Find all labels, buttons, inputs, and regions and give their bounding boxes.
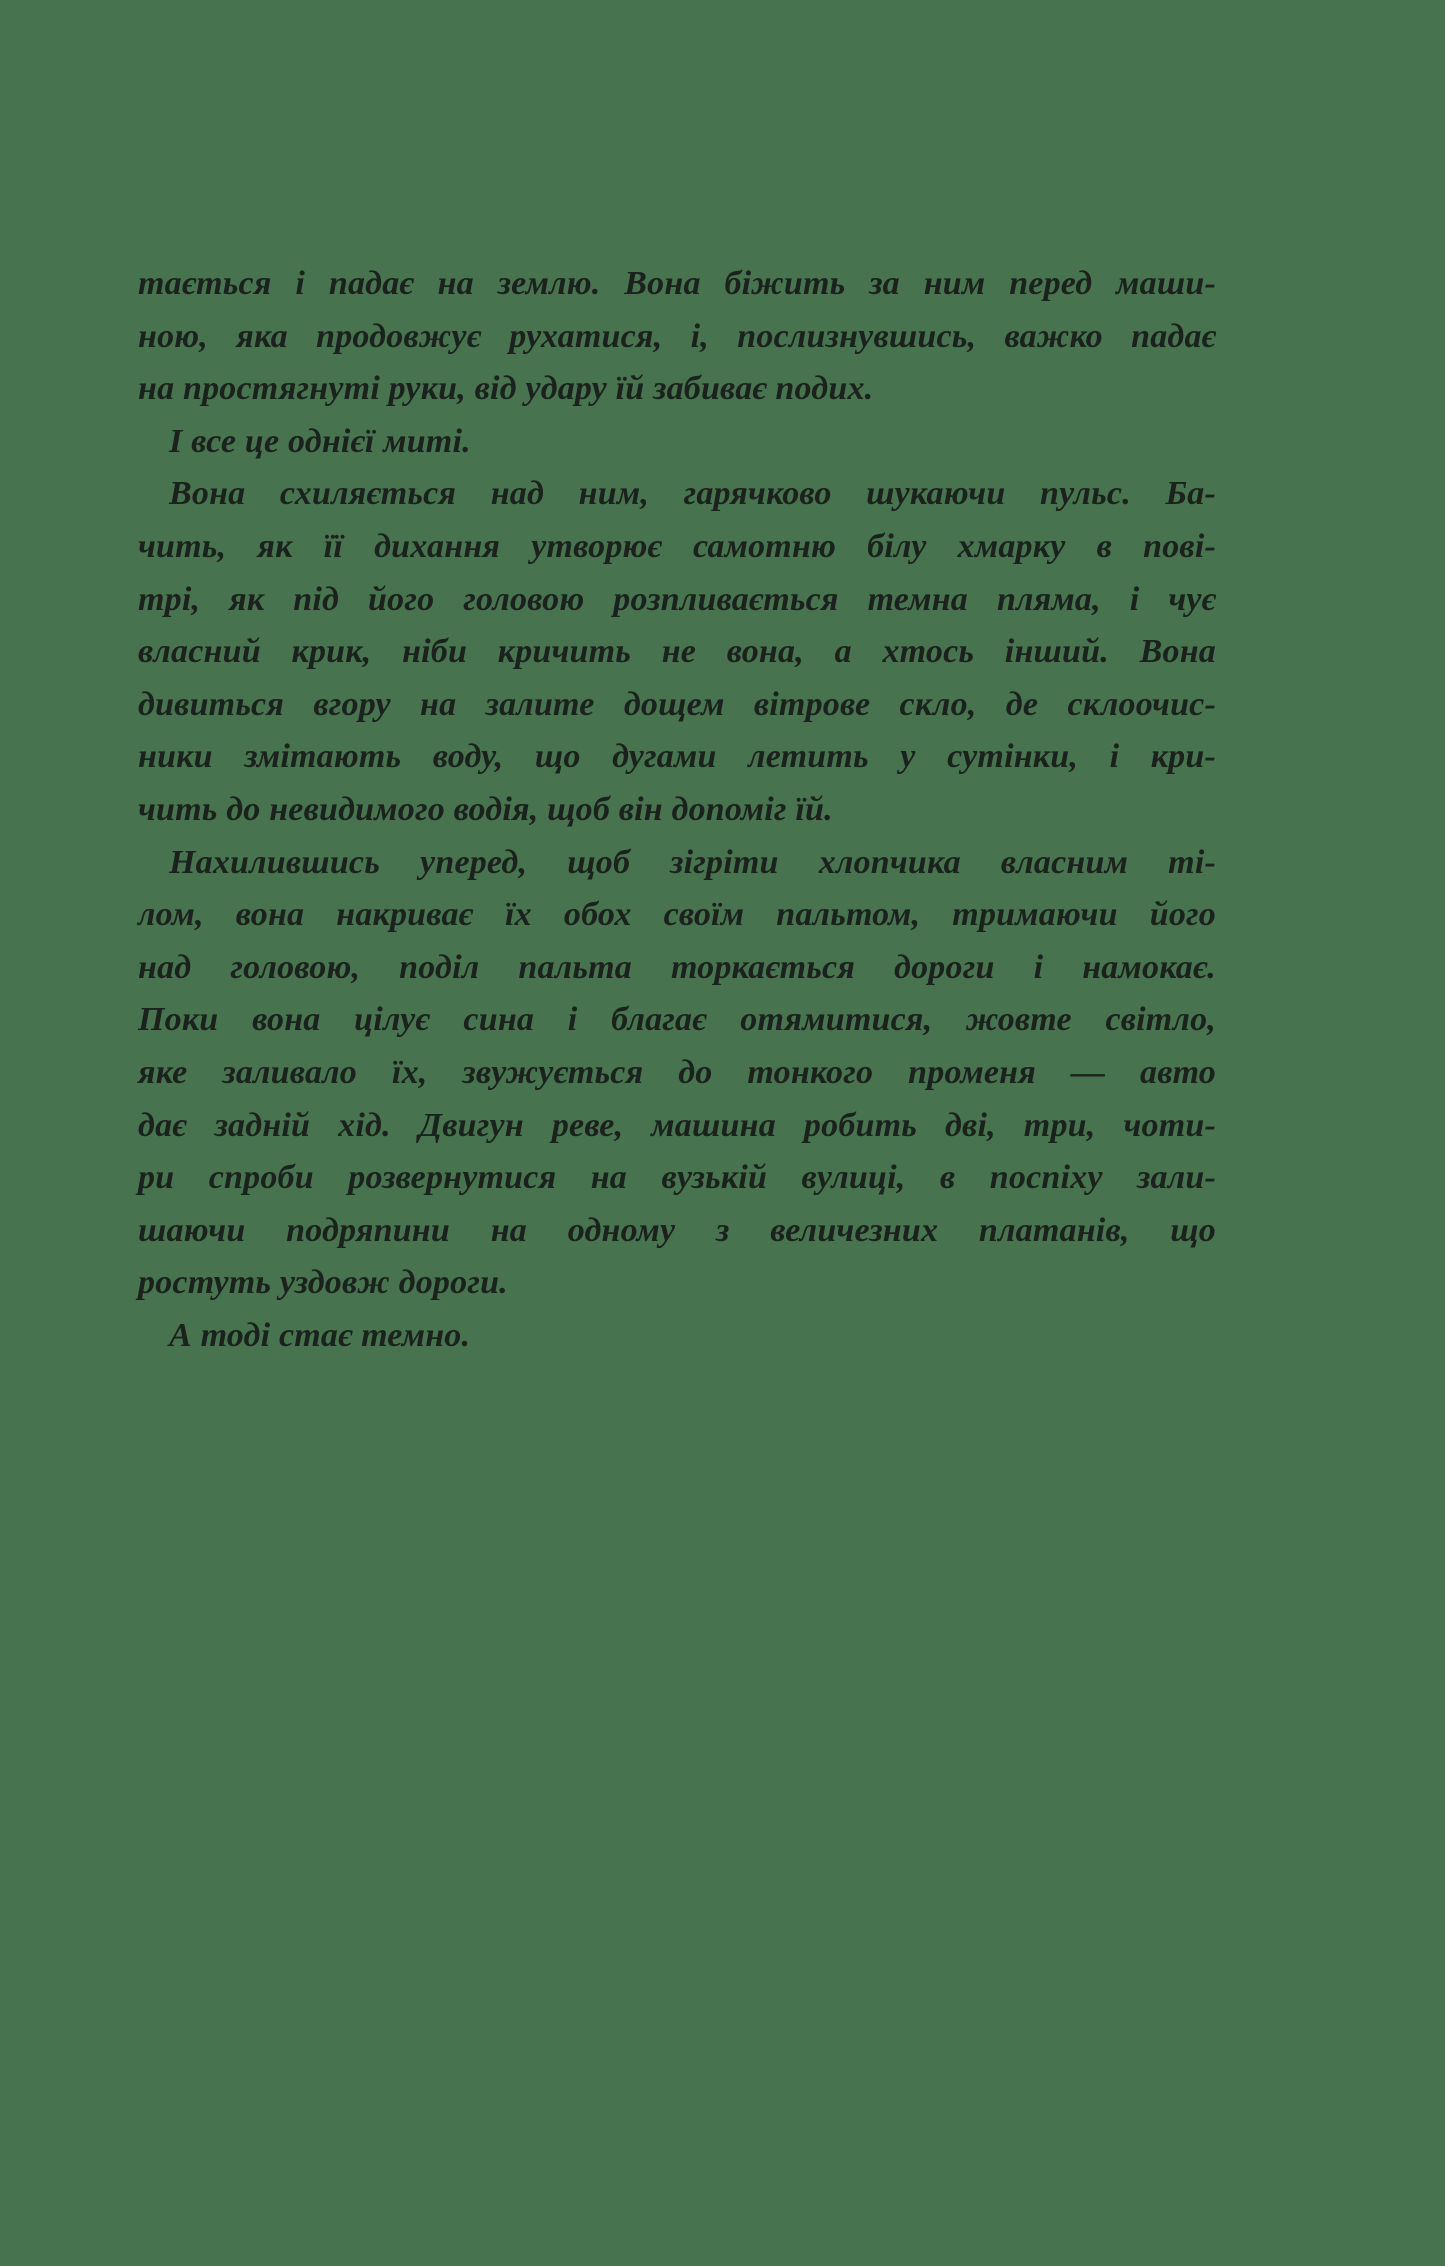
text-line: тається і падає на землю. Вона біжить за ним перед маши- <box>138 265 1216 302</box>
text-line: Вона схиляється над ним, гарячково шукаючи пульс. Ба- <box>169 475 1216 513</box>
book-page-text-block <box>138 258 1216 1362</box>
paragraph <box>138 416 1216 469</box>
text-line: над головою, поділ пальта торкається дороги і намокає. <box>138 948 1216 986</box>
text-line: Поки вона цілує сина і благає отямитися, жовте світло, <box>138 1001 1216 1039</box>
text-line: на простягнуті руки, від удару їй забиває подих. <box>138 370 874 408</box>
text-line: власний крик, ніби кричить не вона, а хтось інший. Вона <box>138 633 1216 671</box>
paragraph <box>138 258 1216 416</box>
text-line: трі, як під його головою розпливається темна пляма, і чує <box>138 580 1216 618</box>
text-line: ростуть уздовж дороги. <box>138 1264 508 1302</box>
text-line: ри спроби розвернутися на вузькій вулиці, в поспіху зали- <box>138 1159 1216 1197</box>
text-line: чить до невидимого водія, щоб він допоміг їй. <box>138 790 833 828</box>
text-line: І все це однієї миті. <box>169 422 471 460</box>
text-line: Нахилившись уперед, щоб зігріти хлопчика власним ті- <box>169 843 1216 881</box>
text-line: шаючи подряпини на одному з величезних платанів, що <box>138 1211 1216 1249</box>
text-line: дивиться вгору на залите дощем вітрове скло, де склоочис- <box>138 685 1216 723</box>
paragraph <box>138 837 1216 1310</box>
text-line: ники змітають воду, що дугами летить у сутінки, і кри- <box>138 738 1216 776</box>
text-line: ною, яка продовжує рухатися, і, послизнувшись, важко падає <box>138 317 1216 355</box>
text-line: чить, як її дихання утворює самотню білу хмарку в пові- <box>138 527 1216 565</box>
text-line: дає задній хід. Двигун реве, машина робить дві, три, чоти- <box>138 1106 1216 1144</box>
paragraph <box>138 468 1216 836</box>
text-line: А тоді стає темно. <box>169 1316 471 1354</box>
paragraph <box>138 1310 1216 1363</box>
text-line: лом, вона накриває їх обох своїм пальтом, тримаючи його <box>138 896 1216 934</box>
text-line: яке заливало їх, звужується до тонкого променя — авто <box>138 1053 1216 1091</box>
